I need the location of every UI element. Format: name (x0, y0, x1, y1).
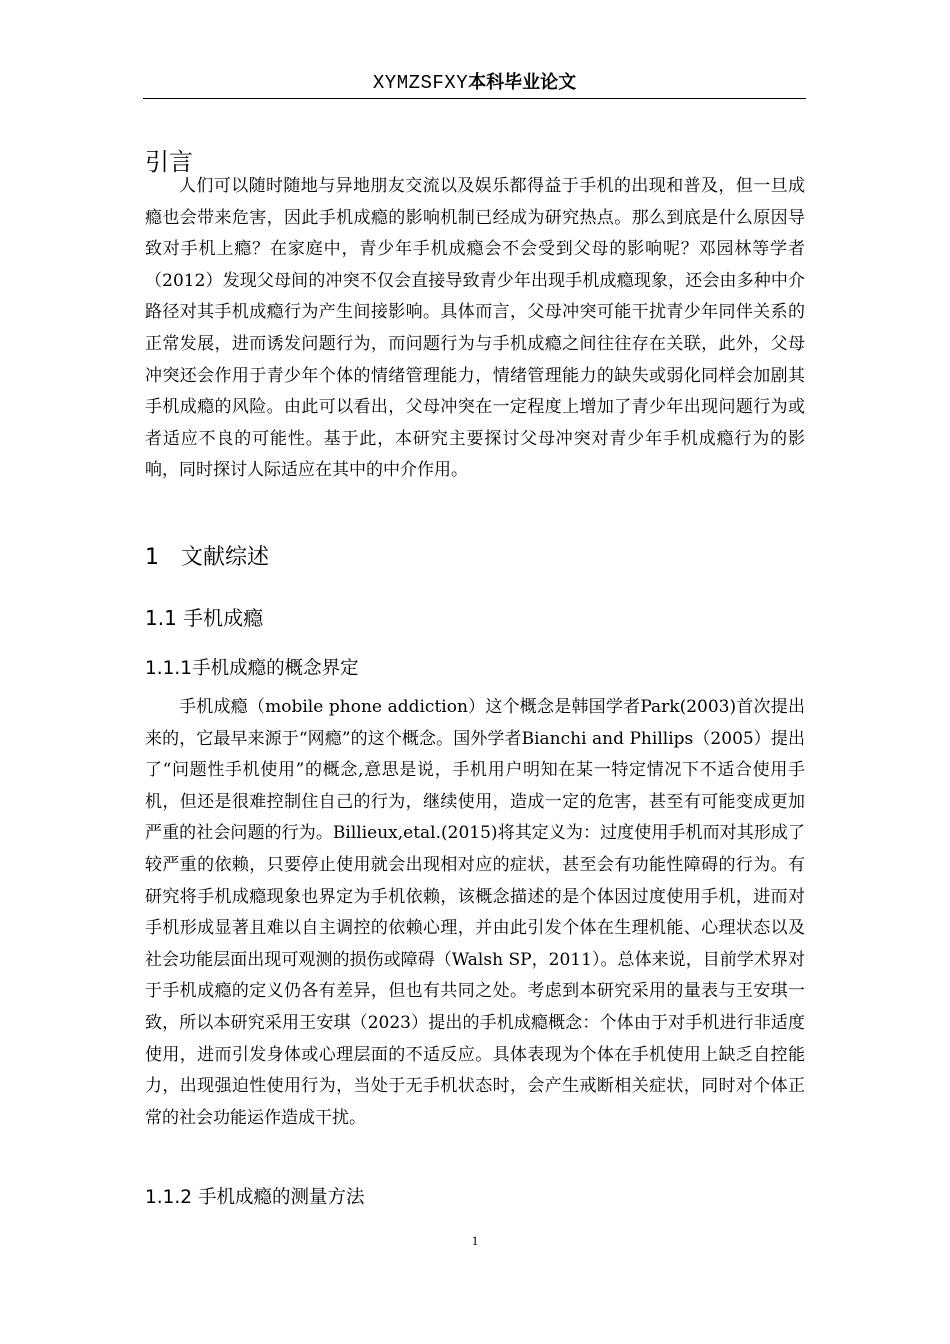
header-title: 本科毕业论文 (468, 72, 577, 93)
page-header (143, 68, 806, 98)
section-1-heading: 1 文献综述 (145, 545, 269, 570)
intro-paragraph: 人们可以随时随地与异地朋友交流以及娱乐都得益于手机的出现和普及，但一旦成瘾也会带来危害，因此手机成瘾的影响机制已经成为研究热点。那么到底是什么原因导致对手机上瘾？在家庭中，青少年手机成瘾会不会受到父母的影响呢？邓园林等学者（2012）发现父母间的冲突不仅会直接导致青少年出现手机成瘾现象，还会由多种中介路径对其手机成瘾行为产生间接影响。具体而言，父母冲突可能干扰青少年同伴关系的正常发展，进而诱发问题行为，而问题行为与手机成瘾之间往往存在关联，此外，父母冲突还会作用于青少年个体的情绪管理能力，情绪管理能力的缺失或弱化同样会加剧其手机成瘾的风险。由此可以看出，父母冲突在一定程度上增加了青少年出现问题行为或者适应不良的可能性。基于此，本研究主要探讨父母冲突对青少年手机成瘾行为的影响，同时探讨人际适应在其中的中介作用。 (145, 176, 805, 481)
header-rule (143, 98, 806, 99)
section-1-1-1-paragraph: 手机成瘾（mobile phone addiction）这个概念是韩国学者Park(2003)首次提出来的，它最早来源于“网瘾”的这个概念。国外学者Bianchi and Phillips（2005）提出了“问题性手机使用”的概念,意思是说，手机用户明知在某一特定情况下不适合使用手机，但还是很难控制住自己的行为，继续使用，造成一定的危害，甚至有可能变成更加严重的社会问题的行为。Billieux,etal.(2015)将其定义为：过度使用手机而对其形成了较严重的依赖，只要停止使用就会出现相对应的症状，甚至会有功能性障碍的行为。有研究将手机成瘾现象也界定为手机依赖，该概念描述的是个体因过度使用手机，进而对手机形成显著且难以自主调控的依赖心理，并由此引发个体在生理机能、心理状态以及社会功能层面出现可观测的损伤或障碍（Walsh SP，2011）。总体来说，目前学术界对于手机成瘾的定义仍各有差异，但也有共同之处。考虑到本研究采用的量表与王安琪一致，所以本研究采用王安琪（2023）提出的手机成瘾概念：个体由于对手机进行非适度使用，进而引发身体或心理层面的不适反应。具体表现为个体在手机使用上缺乏自控能力，出现强迫性使用行为，当处于无手机状态时，会产生戒断相关症状，同时对个体正常的社会功能运作造成干扰。 (145, 697, 805, 1128)
section-1-1-2-heading: 1.1.2 手机成瘾的测量方法 (145, 1187, 365, 1208)
header-code: XYMZSFXY (372, 72, 469, 94)
section-1-1-1-heading: 1.1.1手机成瘾的概念界定 (145, 658, 359, 679)
intro-heading: 引言 (145, 148, 193, 176)
page-number: 1 (471, 1233, 479, 1248)
section-1-1-heading: 1.1 手机成瘾 (145, 606, 264, 630)
